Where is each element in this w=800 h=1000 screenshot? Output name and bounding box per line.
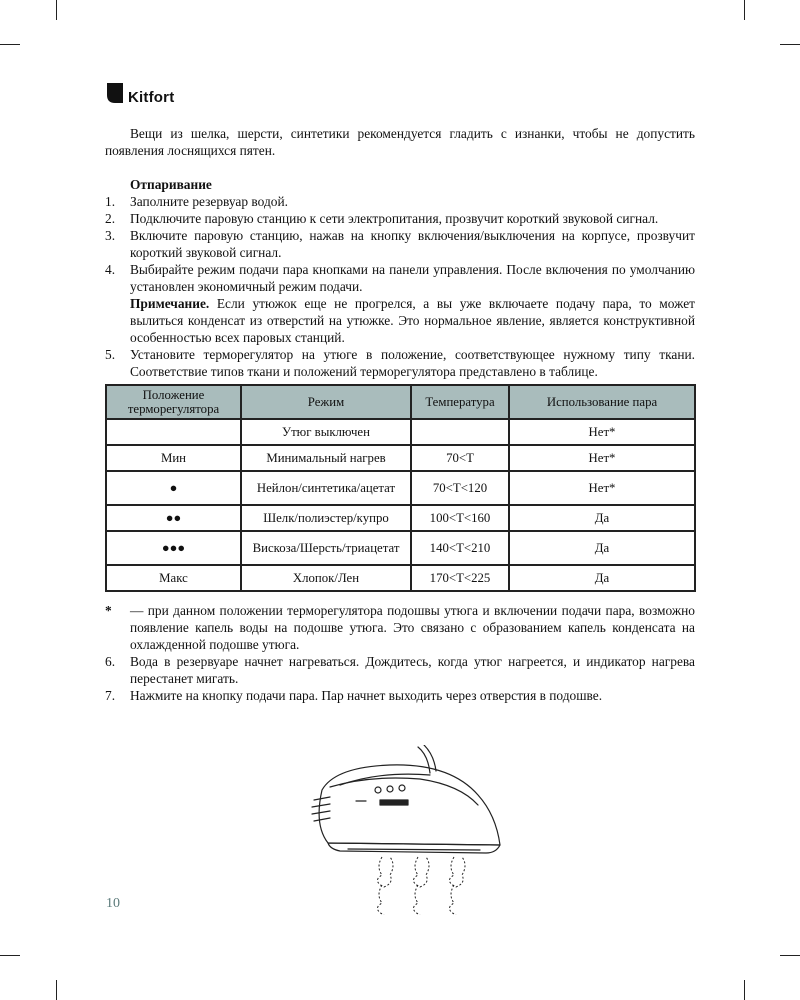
thermostat-table (105, 384, 696, 592)
note-text: Если утюжок еще не прогрелся, а вы уже включаете подачу пара, то может вылиться конденсат из отверстий на утюжке. Это нормальное явление, является конструктивной особенностью всех паровых станций. (130, 296, 695, 345)
table-cell: 70<T (411, 445, 509, 471)
crop-mark (56, 0, 57, 20)
page-content (105, 125, 695, 704)
table-row (106, 419, 695, 445)
crop-mark (744, 980, 745, 1000)
table-row (106, 505, 695, 531)
table-cell: Да (509, 531, 695, 565)
table-footnote (105, 602, 695, 653)
list-item: 2. Подключите паровую станцию к сети электропитания, прозвучит короткий звуковой сигнал. (105, 211, 659, 226)
list-item: 7. Нажмите на кнопку подачи пара. Пар начнет выходить через отверстия в подошве. (105, 688, 603, 703)
footnote-mark: * (105, 603, 112, 618)
table-cell: Утюг выключен (241, 419, 411, 445)
list-item: 6. Вода в резервуаре начнет нагреваться. Дождитесь, когда утюг нагреется, и индикатор нагрева перестанет мигать. (105, 654, 695, 686)
column-header: Использование пара (509, 385, 695, 419)
column-header: Температура (411, 385, 509, 419)
table-row (106, 531, 695, 565)
table-row (106, 445, 695, 471)
crop-mark (56, 980, 57, 1000)
section-title: Отпаривание (130, 177, 212, 192)
crop-mark (0, 44, 20, 45)
table-cell: 70<T<120 (411, 471, 509, 505)
table-cell: Мин (106, 445, 241, 471)
table-cell: ●● (106, 505, 241, 531)
crop-mark (780, 955, 800, 956)
crop-mark (0, 955, 20, 956)
note-label: Примечание. (130, 296, 210, 311)
table-cell: Нейлон/синтетика/ацетат (241, 471, 411, 505)
table-cell: Нет* (509, 471, 695, 505)
table-cell: Да (509, 505, 695, 531)
list-item: 1. Заполните резервуар водой. (105, 194, 288, 209)
brand-logo (105, 83, 174, 105)
steps-list-continued (105, 653, 695, 704)
column-header: Режим (241, 385, 411, 419)
table-header-row (106, 385, 695, 419)
note-item (105, 295, 695, 346)
footnote-text: — при данном положении терморегулятора подошвы утюга и включении подачи пара, возможно появление капель воды на подошве утюга. Это связано с образованием капель конденсата на охлажденной подошве утюга. (130, 603, 695, 652)
table-cell: 100<T<160 (411, 505, 509, 531)
list-item: 5. Установите терморегулятор на утюге в положение, соответствующее нужному типу ткани. Соответствие типов ткани и положений терморегулятора представлено в таблице. (105, 347, 695, 379)
table-row (106, 471, 695, 505)
table-cell: 140<T<210 (411, 531, 509, 565)
table-cell: ●●● (106, 531, 241, 565)
table-cell: Вискоза/Шерсть/триацетат (241, 531, 411, 565)
table-cell: Минимальный нагрев (241, 445, 411, 471)
column-header: Положение терморегулятора (106, 385, 241, 419)
steam-iron-illustration (300, 745, 510, 915)
intro-paragraph: Вещи из шелка, шерсти, синтетики рекомендуется гладить с изнанки, чтобы не допустить появления лоснящихся пятен. (105, 126, 695, 158)
page-number: 10 (106, 896, 120, 911)
table-cell: Макс (106, 565, 241, 591)
steps-list (105, 193, 695, 380)
table-cell: Нет* (509, 419, 695, 445)
table-row (106, 565, 695, 591)
table-cell: Хлопок/Лен (241, 565, 411, 591)
brand-name: Kitfort (128, 89, 175, 106)
list-item: 4. Выбирайте режим подачи пара кнопками на панели управления. После включения по умолчанию установлен экономичный режим подачи. (105, 262, 695, 294)
table-cell: Нет* (509, 445, 695, 471)
crop-mark (744, 0, 745, 20)
table-cell: Да (509, 565, 695, 591)
table-cell (411, 419, 509, 445)
table-cell: ● (106, 471, 241, 505)
kitfort-logo-icon (105, 83, 125, 105)
table-cell (106, 419, 241, 445)
list-item: 3. Включите паровую станцию, нажав на кнопку включения/выключения на корпусе, прозвучит короткий звуковой сигнал. (105, 228, 695, 260)
table-cell: Шелк/полиэстер/купро (241, 505, 411, 531)
table-cell: 170<T<225 (411, 565, 509, 591)
crop-mark (780, 44, 800, 45)
